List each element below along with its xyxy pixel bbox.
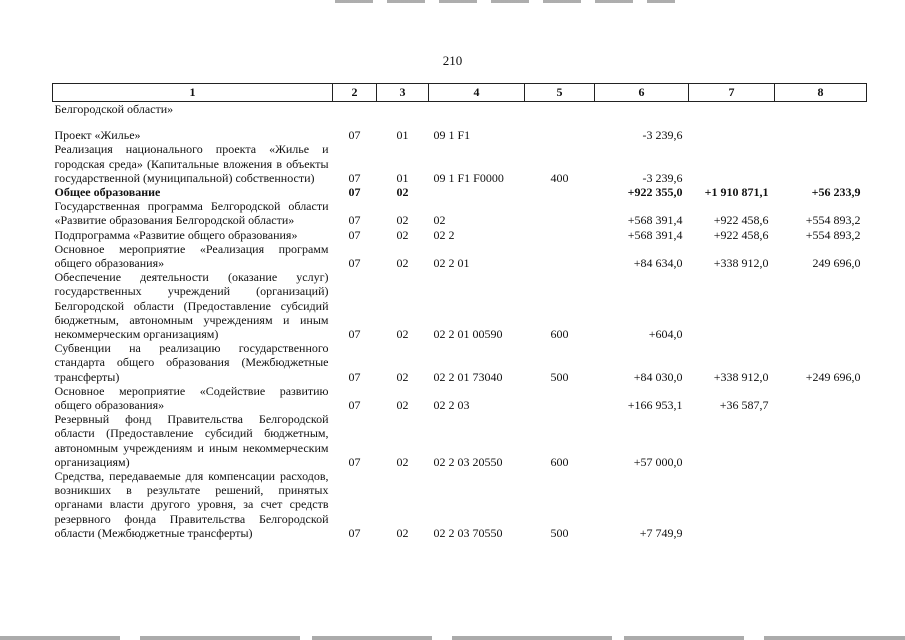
amount-col8: +56 233,9 xyxy=(811,185,861,200)
subsection-code: 02 xyxy=(396,454,409,469)
table-row xyxy=(53,412,867,469)
amount-col7 xyxy=(689,102,775,117)
section-code: 07 xyxy=(348,227,361,242)
amount-col6: +166 953,1 xyxy=(627,398,683,413)
amount-col6: +84 030,0 xyxy=(633,369,683,384)
amount-col8: +554 893,2 xyxy=(805,213,861,228)
section-code: 07 xyxy=(348,369,361,384)
amount-col8 xyxy=(775,384,867,412)
target-article-code: 09 1 F1 xyxy=(433,128,471,143)
expense-type-code xyxy=(525,384,595,412)
expense-type-code: 500 xyxy=(550,525,569,540)
target-article-code: 02 2 01 00590 xyxy=(433,327,503,342)
scan-artifact-bottom xyxy=(0,636,905,640)
amount-col6: +922 355,0 xyxy=(627,185,683,200)
row-description: Государственная программа Белгородской области «Развитие образования Белгородской области» xyxy=(54,199,329,228)
section-code: 07 xyxy=(348,398,361,413)
expense-type-code: 500 xyxy=(550,369,569,384)
expense-type-code xyxy=(525,128,595,142)
page-number: 210 xyxy=(442,53,463,68)
column-header: 4 xyxy=(429,84,525,102)
subsection-code: 02 xyxy=(396,327,409,342)
row-description: Реализация национального проекта «Жилье и городская среда» (Капитальные вложения в объекты государственной (муниципальной) собственности) xyxy=(54,142,329,185)
section-code: 07 xyxy=(348,170,361,185)
table-row xyxy=(53,128,867,142)
table-row xyxy=(53,469,867,540)
table-row xyxy=(53,270,867,341)
target-article-code: 02 2 01 73040 xyxy=(433,369,503,384)
subsection-code: 02 xyxy=(396,369,409,384)
row-description: Основное мероприятие «Реализация программ общего образования» xyxy=(54,241,329,271)
budget-table xyxy=(52,83,867,540)
subsection-code: 02 xyxy=(396,256,409,271)
expense-type-code: 600 xyxy=(550,454,569,469)
amount-col7: +922 458,6 xyxy=(713,227,769,242)
expense-type-code xyxy=(525,228,595,242)
subsection-code: 02 xyxy=(396,227,409,242)
amount-col7: +1 910 871,1 xyxy=(704,185,769,200)
amount-col6: -3 239,6 xyxy=(642,170,683,185)
subsection-code: 02 xyxy=(396,185,409,200)
amount-col7: +338 912,0 xyxy=(713,256,769,271)
section-code: 07 xyxy=(348,128,361,143)
spacer-row xyxy=(53,116,867,128)
target-article-code: 02 2 01 xyxy=(433,256,470,271)
amount-col8: +249 696,0 xyxy=(805,369,861,384)
row-description: Обеспечение деятельности (оказание услуг) государственных учреждений (организаций) Белгородской области (Предоставление субсидий бюджетным, автономным учреждениям и иным некоммерческим организациям) xyxy=(54,270,329,342)
target-article-code: 02 2 03 70550 xyxy=(433,525,503,540)
amount-col6: +568 391,4 xyxy=(627,227,683,242)
subsection-code: 02 xyxy=(396,525,409,540)
amount-col7: +338 912,0 xyxy=(713,369,769,384)
amount-col7 xyxy=(689,270,775,341)
expense-type-code xyxy=(525,185,595,199)
row-description: Белгородской области» xyxy=(54,102,174,116)
amount-col8: +554 893,2 xyxy=(805,227,861,242)
table-row xyxy=(53,384,867,412)
amount-col7 xyxy=(689,412,775,469)
table-row xyxy=(53,102,867,117)
subsection-code: 01 xyxy=(396,128,409,143)
row-description: Общее образование xyxy=(54,185,161,200)
row-description: Подпрограмма «Развитие общего образования» xyxy=(54,227,298,242)
amount-col6: +7 749,9 xyxy=(639,525,683,540)
amount-col6: +604,0 xyxy=(648,327,683,342)
section-code: 07 xyxy=(348,454,361,469)
table-row xyxy=(53,185,867,199)
row-description: Субвенции на реализацию государственного стандарта общего образования (Межбюджетные трансферты) xyxy=(54,341,329,384)
table-row xyxy=(53,228,867,242)
table-row xyxy=(53,242,867,270)
expense-type-code xyxy=(525,242,595,270)
amount-col7: +922 458,6 xyxy=(713,213,769,228)
section-code: 07 xyxy=(348,213,361,228)
target-article-code: 02 2 xyxy=(433,227,455,242)
subsection-code: 02 xyxy=(396,213,409,228)
target-article-code: 02 2 03 xyxy=(433,398,470,413)
table-row xyxy=(53,142,867,185)
section-code xyxy=(333,102,377,117)
section-code: 07 xyxy=(348,525,361,540)
amount-col7 xyxy=(689,142,775,185)
expense-type-code: 400 xyxy=(550,170,569,185)
amount-col7 xyxy=(689,128,775,142)
expense-type-code xyxy=(525,102,595,117)
amount-col6: +84 634,0 xyxy=(633,256,683,271)
column-header: 3 xyxy=(377,84,429,102)
amount-col6 xyxy=(595,102,689,117)
amount-col8: 249 696,0 xyxy=(812,256,861,271)
row-description: Средства, передаваемые для компенсации расходов, возникших в результате решений, принятых органами власти другого уровня, за счет средств резервного фонда Правительства Белгородской области (Межбюджетные трансферты) xyxy=(54,469,329,540)
column-header: 6 xyxy=(595,84,689,102)
table-header-row xyxy=(53,84,867,102)
expense-type-code: 600 xyxy=(550,327,569,342)
column-header: 7 xyxy=(689,84,775,102)
target-article-code: 02 xyxy=(433,213,446,228)
amount-col8 xyxy=(775,412,867,469)
amount-col8 xyxy=(775,142,867,185)
row-description: Резервный фонд Правительства Белгородской области (Предоставление субсидий бюджетным, автономным учреждениям и иным некоммерческим организациям) xyxy=(54,412,329,469)
column-header: 2 xyxy=(333,84,377,102)
table-row xyxy=(53,341,867,384)
target-article-code: 09 1 F1 F0000 xyxy=(433,170,504,185)
amount-col6: +57 000,0 xyxy=(633,454,683,469)
section-code: 07 xyxy=(348,327,361,342)
target-article-code xyxy=(429,102,525,117)
column-header: 1 xyxy=(53,84,333,102)
amount-col6: -3 239,6 xyxy=(642,128,683,143)
section-code: 07 xyxy=(348,256,361,271)
table-row xyxy=(53,199,867,227)
row-description: Основное мероприятие «Содействие развитию общего образования» xyxy=(54,383,329,413)
target-article-code xyxy=(429,185,525,199)
amount-col8 xyxy=(775,469,867,540)
subsection-code xyxy=(377,102,429,117)
expense-type-code xyxy=(525,199,595,227)
row-description: Проект «Жилье» xyxy=(54,128,141,143)
subsection-code: 02 xyxy=(396,398,409,413)
amount-col7 xyxy=(689,469,775,540)
scan-artifact-top xyxy=(335,0,675,3)
section-code: 07 xyxy=(348,185,361,200)
subsection-code: 01 xyxy=(396,170,409,185)
amount-col8 xyxy=(775,270,867,341)
amount-col6: +568 391,4 xyxy=(627,213,683,228)
amount-col8 xyxy=(775,102,867,117)
column-header: 8 xyxy=(775,84,867,102)
column-header: 5 xyxy=(525,84,595,102)
amount-col8 xyxy=(775,128,867,142)
target-article-code: 02 2 03 20550 xyxy=(433,454,503,469)
amount-col7: +36 587,7 xyxy=(719,398,769,413)
